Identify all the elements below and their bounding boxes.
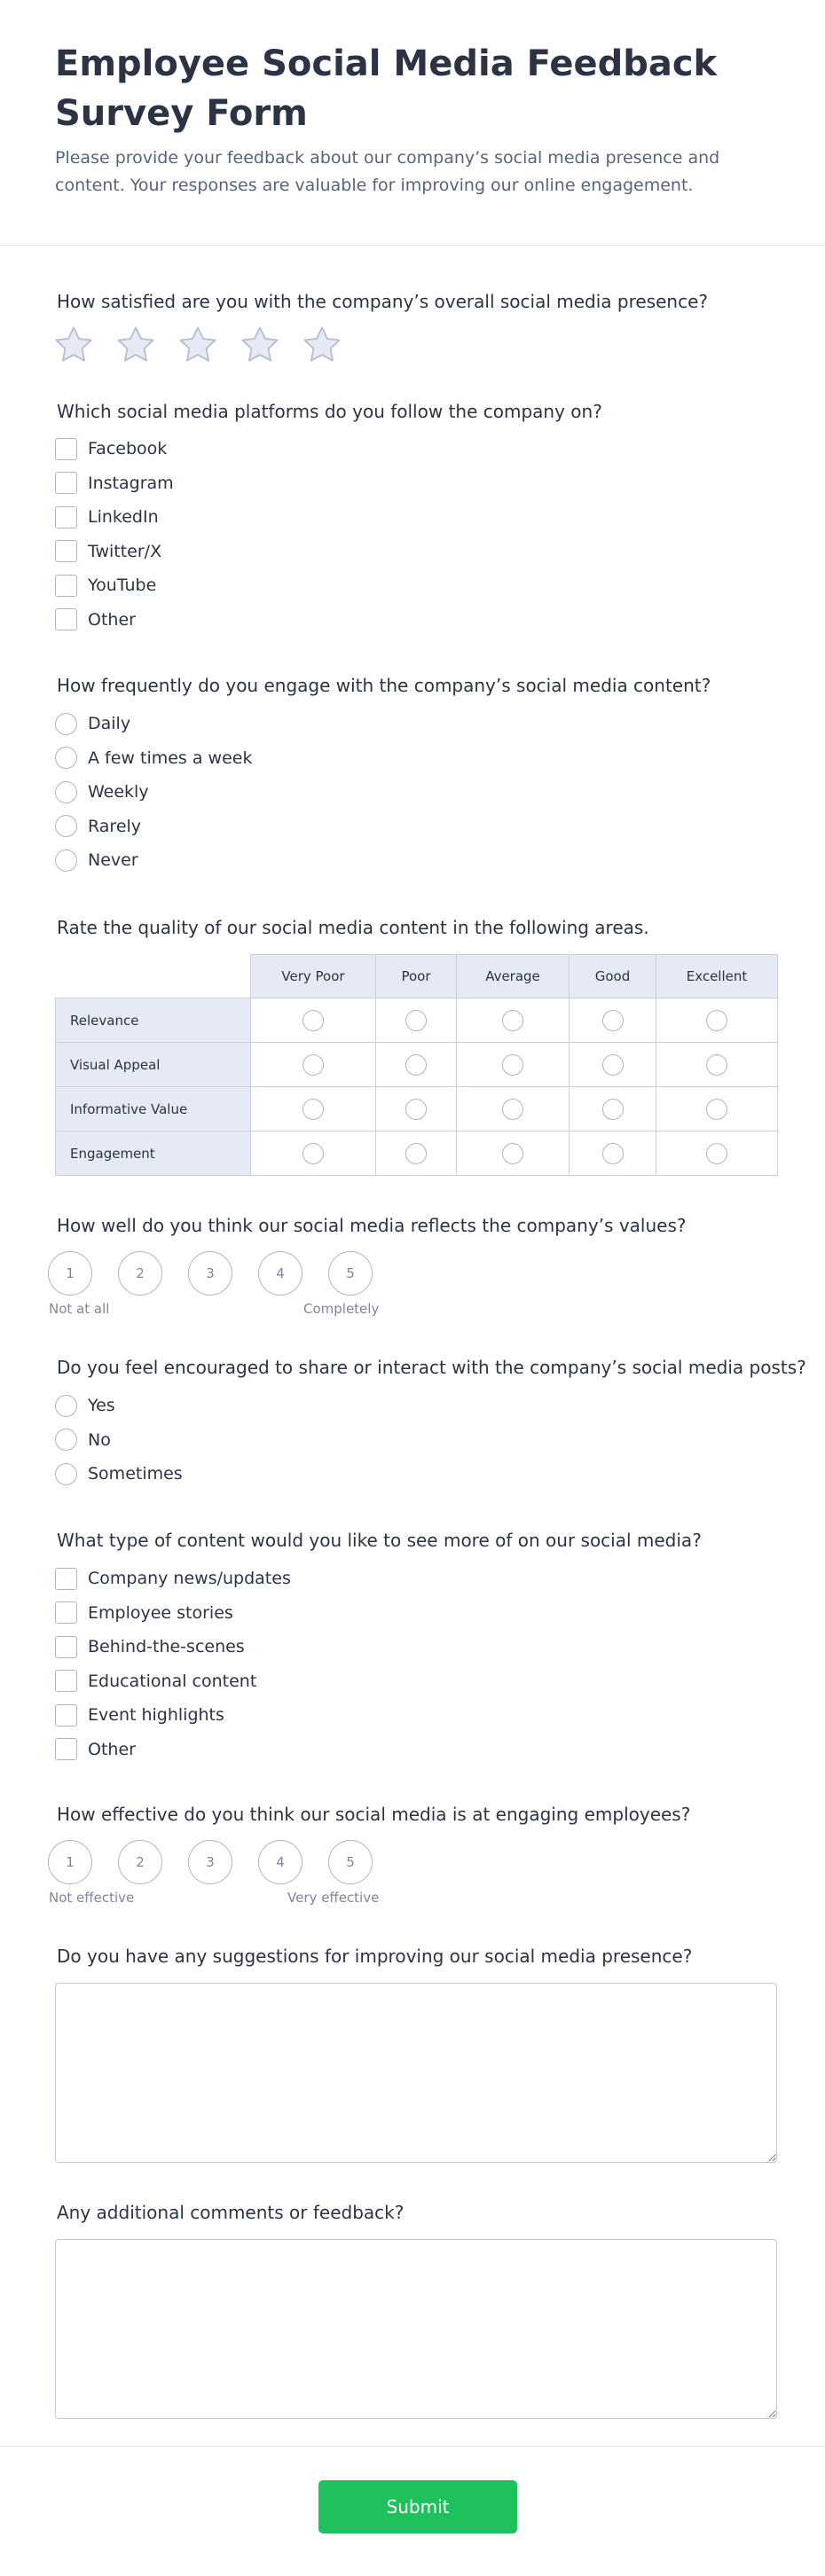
scale-max-label: Very effective	[287, 1890, 380, 1906]
matrix-row-label: Engagement	[56, 1131, 251, 1176]
q2-option-2[interactable]	[55, 466, 174, 501]
question-4-label: Rate the quality of our social media content in the following areas.	[57, 917, 649, 938]
matrix-cell	[457, 1087, 570, 1131]
option-label: YouTube	[88, 575, 157, 596]
option-label: Twitter/X	[88, 541, 162, 561]
checkbox[interactable]	[55, 1601, 77, 1624]
q3-option-1[interactable]	[55, 707, 252, 741]
matrix-radio[interactable]	[405, 1143, 427, 1164]
matrix-cell	[376, 1087, 457, 1131]
question-5-label: How well do you think our social media reflects the company’s values?	[57, 1215, 687, 1236]
q6-option-3[interactable]	[55, 1457, 183, 1492]
star-rating-3[interactable]	[177, 325, 218, 365]
q6-option-2[interactable]	[55, 1423, 183, 1458]
checkbox[interactable]	[55, 1670, 77, 1692]
question-8-label: How effective do you think our social media is at engaging employees?	[57, 1804, 691, 1825]
star-icon	[53, 325, 94, 365]
matrix-row	[56, 1131, 778, 1176]
matrix-cell	[656, 998, 778, 1043]
matrix-cell	[251, 998, 376, 1043]
radio-button[interactable]	[55, 713, 77, 735]
option-label: No	[88, 1429, 111, 1450]
matrix-radio[interactable]	[706, 1054, 727, 1076]
matrix-cell	[251, 1131, 376, 1176]
matrix-cell	[457, 1131, 570, 1176]
effectiveness-scale	[48, 1840, 398, 1886]
scale-option-2[interactable]: 2	[118, 1251, 162, 1296]
platform-checkbox-list	[55, 432, 174, 637]
option-label: Company news/updates	[88, 1569, 291, 1589]
matrix-radio[interactable]	[706, 1143, 727, 1164]
matrix-radio[interactable]	[602, 1054, 624, 1076]
star-icon	[302, 325, 342, 365]
option-label: Instagram	[88, 473, 174, 493]
question-9-label: Do you have any suggestions for improving our social media presence?	[57, 1946, 693, 1967]
scale-option-1[interactable]: 1	[48, 1251, 92, 1296]
quality-matrix	[55, 954, 778, 1176]
star-rating-1[interactable]	[53, 325, 94, 365]
star-rating-2[interactable]	[115, 325, 156, 365]
frequency-radio-list	[55, 707, 252, 878]
option-label: Other	[88, 609, 136, 630]
q6-option-1[interactable]	[55, 1389, 183, 1423]
matrix-radio[interactable]	[405, 1010, 427, 1031]
checkbox[interactable]	[55, 1636, 77, 1658]
matrix-radio[interactable]	[302, 1010, 324, 1031]
q7-option-1[interactable]	[55, 1562, 291, 1596]
option-label: Yes	[88, 1396, 115, 1416]
matrix-row	[56, 998, 778, 1043]
matrix-radio[interactable]	[502, 1054, 523, 1076]
scale-option-4[interactable]: 4	[258, 1251, 302, 1296]
checkbox[interactable]	[55, 472, 77, 494]
q2-option-6[interactable]	[55, 603, 174, 638]
matrix-row-label: Relevance	[56, 998, 251, 1043]
option-label: Sometimes	[88, 1464, 183, 1484]
matrix-cell	[656, 1131, 778, 1176]
matrix-radio[interactable]	[602, 1143, 624, 1164]
option-label: LinkedIn	[88, 507, 159, 528]
q7-option-5[interactable]	[55, 1698, 291, 1733]
q2-option-5[interactable]	[55, 568, 174, 603]
option-label: Behind-the-scenes	[88, 1637, 245, 1657]
q2-option-4[interactable]	[55, 535, 174, 569]
scale-option-1[interactable]: 1	[48, 1840, 92, 1884]
radio-button[interactable]	[55, 850, 77, 872]
matrix-radio[interactable]	[302, 1099, 324, 1120]
form-title: Employee Social Media Feedback Survey Form	[55, 43, 718, 134]
matrix-cell	[376, 1043, 457, 1087]
matrix-cell	[570, 1131, 656, 1176]
matrix-radio[interactable]	[602, 1099, 624, 1120]
q2-option-1[interactable]	[55, 432, 174, 466]
checkbox[interactable]	[55, 438, 77, 460]
matrix-cell	[570, 1043, 656, 1087]
footer-divider	[0, 2446, 825, 2447]
q7-option-4[interactable]	[55, 1664, 291, 1699]
matrix-row	[56, 1043, 778, 1087]
radio-button[interactable]	[55, 1395, 77, 1417]
form-header	[0, 0, 825, 246]
matrix-cell	[656, 1087, 778, 1131]
matrix-cell	[376, 1131, 457, 1176]
comments-textarea[interactable]	[55, 2239, 777, 2419]
matrix-cell	[376, 998, 457, 1043]
matrix-radio[interactable]	[602, 1010, 624, 1031]
matrix-radio[interactable]	[502, 1143, 523, 1164]
scale-option-4[interactable]: 4	[258, 1840, 302, 1884]
values-scale	[48, 1251, 398, 1297]
q3-option-2[interactable]	[55, 741, 252, 776]
checkbox[interactable]	[55, 1704, 77, 1726]
checkbox[interactable]	[55, 1568, 77, 1590]
matrix-row-label: Visual Appeal	[56, 1043, 251, 1087]
matrix-cell	[457, 998, 570, 1043]
matrix-column-header: Poor	[376, 955, 457, 998]
q3-option-5[interactable]	[55, 843, 252, 878]
question-1-label: How satisfied are you with the company’s overall social media presence?	[57, 291, 708, 312]
matrix-radio[interactable]	[302, 1054, 324, 1076]
q2-option-3[interactable]	[55, 500, 174, 535]
scale-min-label: Not at all	[49, 1301, 110, 1317]
matrix-cell	[570, 1087, 656, 1131]
checkbox[interactable]	[55, 575, 77, 597]
matrix-radio[interactable]	[502, 1099, 523, 1120]
content-type-checkbox-list	[55, 1562, 291, 1766]
form-description: Please provide your feedback about our company’s social media presence and content. Your responses are valuable for improving our online engagement.	[55, 148, 720, 195]
matrix-radio[interactable]	[405, 1099, 427, 1120]
matrix-row-label: Informative Value	[56, 1087, 251, 1131]
question-3-label: How frequently do you engage with the company’s social media content?	[57, 675, 711, 696]
question-6-label: Do you feel encouraged to share or interact with the company’s social media posts?	[57, 1357, 806, 1378]
option-label: Rarely	[88, 816, 142, 836]
star-rating-5[interactable]	[302, 325, 342, 365]
scale-min-label: Not effective	[49, 1890, 135, 1906]
radio-button[interactable]	[55, 815, 77, 837]
matrix-corner	[56, 955, 251, 998]
submit-button[interactable]: Submit	[318, 2480, 517, 2533]
checkbox[interactable]	[55, 506, 77, 529]
radio-button[interactable]	[55, 747, 77, 769]
radio-button[interactable]	[55, 1429, 77, 1451]
option-label: Facebook	[88, 439, 168, 459]
q3-option-4[interactable]	[55, 810, 252, 844]
encouraged-radio-list	[55, 1389, 183, 1492]
question-10-label: Any additional comments or feedback?	[57, 2202, 405, 2223]
checkbox[interactable]	[55, 608, 77, 630]
option-label: Educational content	[88, 1671, 257, 1691]
matrix-radio[interactable]	[302, 1143, 324, 1164]
option-label: Event highlights	[88, 1705, 224, 1726]
option-label: A few times a week	[88, 748, 253, 768]
scale-max-label: Completely	[303, 1301, 380, 1317]
checkbox[interactable]	[55, 540, 77, 562]
question-7-label: What type of content would you like to see more of on our social media?	[57, 1530, 702, 1551]
scale-option-3[interactable]: 3	[188, 1840, 232, 1884]
option-label: Weekly	[88, 782, 149, 803]
scale-option-5[interactable]: 5	[328, 1840, 373, 1884]
matrix-radio[interactable]	[706, 1099, 727, 1120]
q7-option-6[interactable]	[55, 1733, 291, 1767]
q7-option-2[interactable]	[55, 1596, 291, 1631]
matrix-cell	[251, 1087, 376, 1131]
option-label: Never	[88, 850, 138, 871]
scale-option-3[interactable]: 3	[188, 1251, 232, 1296]
matrix-radio[interactable]	[706, 1010, 727, 1031]
suggestions-textarea[interactable]	[55, 1983, 777, 2163]
matrix-column-header: Excellent	[656, 955, 778, 998]
radio-button[interactable]	[55, 1463, 77, 1485]
matrix-column-header: Average	[457, 955, 570, 998]
option-label: Daily	[88, 714, 131, 734]
star-icon	[177, 325, 218, 365]
matrix-column-header: Very Poor	[251, 955, 376, 998]
scale-option-5[interactable]: 5	[328, 1251, 373, 1296]
matrix-cell	[251, 1043, 376, 1087]
scale-option-2[interactable]: 2	[118, 1840, 162, 1884]
matrix-radio[interactable]	[502, 1010, 523, 1031]
option-label: Employee stories	[88, 1602, 233, 1623]
star-rating	[53, 325, 364, 365]
matrix-cell	[457, 1043, 570, 1087]
star-icon	[240, 325, 280, 365]
matrix-row	[56, 1087, 778, 1131]
q7-option-3[interactable]	[55, 1630, 291, 1664]
question-2-label: Which social media platforms do you follow the company on?	[57, 401, 602, 422]
star-icon	[115, 325, 156, 365]
radio-button[interactable]	[55, 781, 77, 803]
matrix-cell	[656, 1043, 778, 1087]
matrix-column-header: Good	[570, 955, 656, 998]
matrix-cell	[570, 998, 656, 1043]
checkbox[interactable]	[55, 1738, 77, 1760]
option-label: Other	[88, 1739, 136, 1759]
q3-option-3[interactable]	[55, 775, 252, 810]
star-rating-4[interactable]	[240, 325, 280, 365]
matrix-radio[interactable]	[405, 1054, 427, 1076]
